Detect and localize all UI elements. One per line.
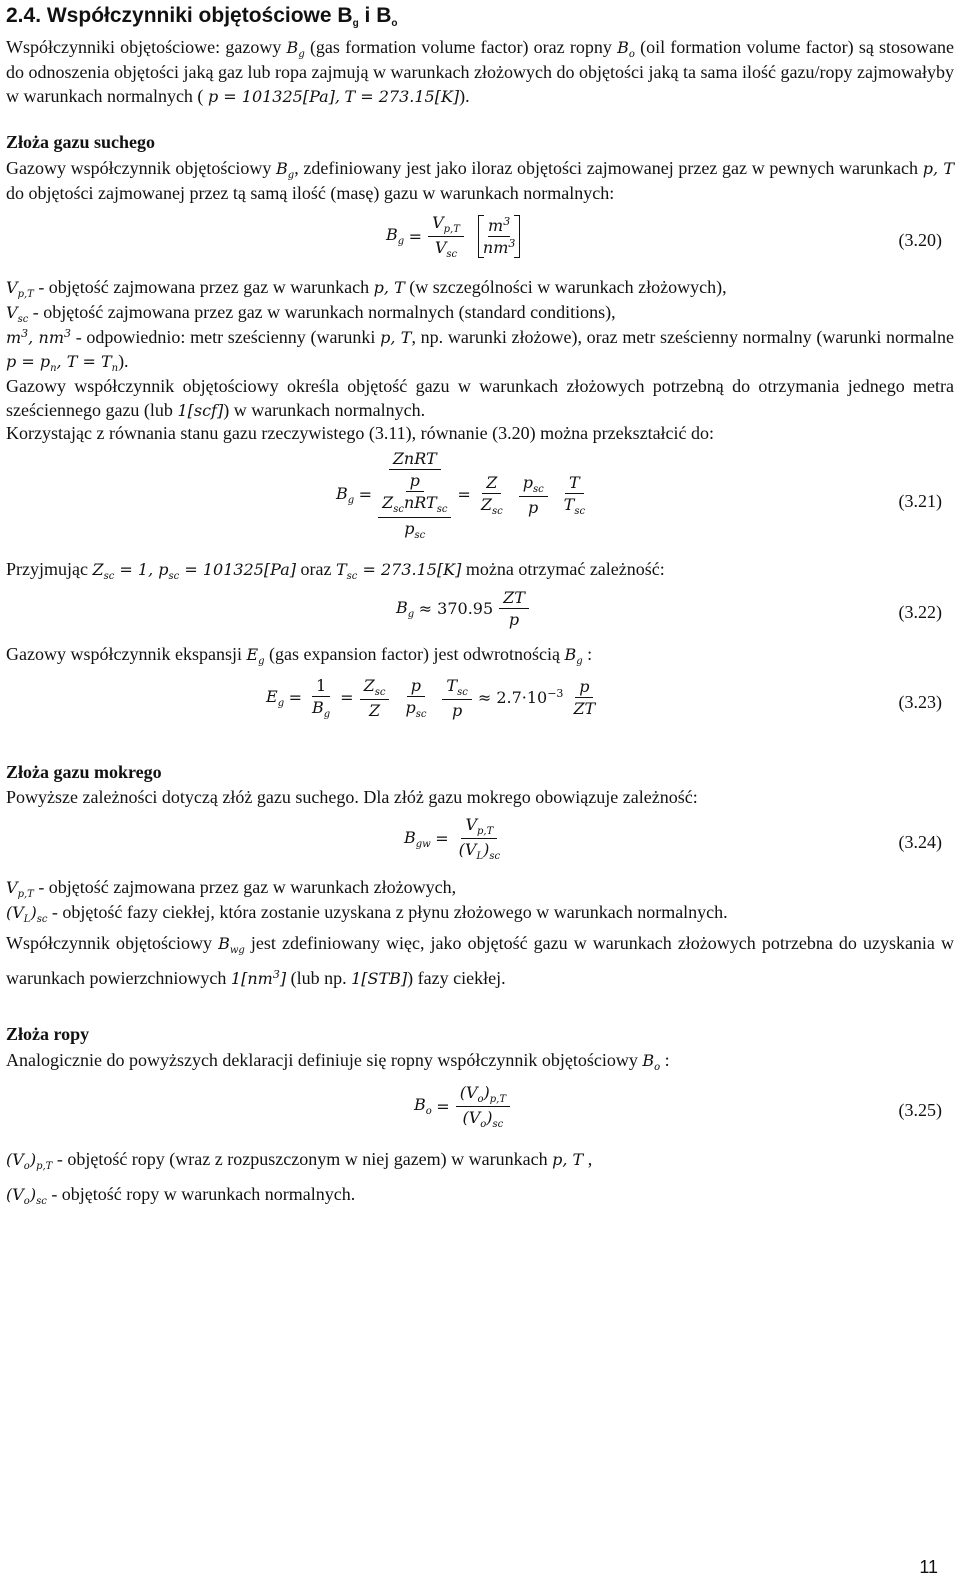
equation-3-23: $E_g$ = $\frac{1}{B_g}$ = $\frac{Z_{sc}}{Z}$ $\frac{p}{p_{sc}}$ $\frac{T_{sc}}{p}$ ≈ $2.7\cdot 10^{-3}$ $\frac{p}{ZT}$ (3.23) xyxy=(266,675,942,720)
wet-definition-2: $(V_L)_{sc}$ - objętość fazy ciekłej, która zostanie uzyskana z płynu złożowego w warunkach normalnych. xyxy=(6,902,728,926)
definition-m3: $m^3$, $nm^3$ - odpowiednio: metr sześcienny (warunki p, T, np. warunki złożowe), oraz metr sześcienny normalny (warunki normalne $p = p_n$, $T = T_n$). xyxy=(6,326,955,374)
oil-paragraph: Analogicznie do powyższych deklaracji definiuje się ropny współczynnik objętościowy $B_o$ : xyxy=(6,1049,670,1073)
section-heading: 2.4. Współczynniki objętościowe $B_g$ i $B_o$ xyxy=(6,4,398,29)
oil-definition-1: $(V_o)_{p,T}$ - objętość ropy (wraz z rozpuszczonym w niej gazem) w warunkach p, T , xyxy=(6,1148,593,1172)
dry-gas-paragraph: Gazowy współczynnik objętościowy $B_g$, zdefiniowany jest jako iloraz objętości zajmowanej przez gaz w pewnych warunkach p, T do objętości zajmowanej przez tą samą ilość (masę) gazu w warunkach normalnych: xyxy=(6,157,954,203)
wet-definition-1: $V_{p,T}$ - objętość zajmowana przez gaz w warunkach złożowych, xyxy=(6,877,457,900)
definition-vpt: $V_{p,T}$ - objętość zajmowana przez gaz w warunkach p, T (w szczególności w warunkach złożowych), xyxy=(6,276,727,300)
wet-gas-heading: Złoża gazu mokrego xyxy=(6,761,162,782)
dry-gas-heading: Złoża gazu suchego xyxy=(6,131,156,152)
equation-3-24: $B_{gw}$ = $\frac{V_{p,T}}{(V_L)_{sc}}$ (3.24) xyxy=(404,815,942,863)
page-number: 11 xyxy=(919,1557,938,1578)
intro-paragraph: Współczynniki objętościowe: gazowy $B_g$ (gas formation volume factor) oraz ropny $B_o$ (oil formation volume factor) są stosowane do odnoszenia objętości jaką gaz lub ropa zajmują w warunkach złożowych do objętości jaką ta sama ilość gazu/ropy zajmowałyby w warunkach normalnych ( p = 101325[Pa], T = 273.15[K]). xyxy=(6,37,955,107)
document-page xyxy=(6,0,954,1208)
dry-gas-paragraph-4: Przyjmując $Z_{sc} = 1$, $p_{sc} = 101325[Pa]$ oraz $T_{sc} = 273.15[K]$ można otrzymać zależność: xyxy=(6,559,665,583)
wet-gas-paragraph-2: Współczynnik objętościowy $B_{wg}$ jest zdefiniowany więc, jako objętość gazu w warunkach złożowych potrzebna do uzyskania w warunkach powierzchniowych $1[nm^3]$ (lub np. 1[STB]) fazy ciekłej. xyxy=(6,933,954,988)
dry-gas-paragraph-2: Gazowy współczynnik objętościowy określa objętość gazu w warunkach złożowych potrzebną do otrzymania jednego metra sześciennego gazu (lub 1[scf]) w warunkach normalnych. xyxy=(6,375,954,420)
wet-gas-paragraph: Powyższe zależności dotyczą złóż gazu suchego. Dla złóż gazu mokrego obowiązuje zależność: xyxy=(6,787,698,808)
dry-gas-paragraph-3: Korzystając z równania stanu gazu rzeczywistego (3.11), równanie (3.20) można przekształcić do: xyxy=(6,423,715,444)
equation-3-21: $B_g$ = ZnRT p $Z_{sc}nRT_{sc}$ $p_{sc}$ = $\frac{Z}{Z_{sc}}$ $\frac{p_{sc}}{p}$ $\frac{T}{T_{sc}}$ (3.21) xyxy=(336,449,942,541)
oil-definition-2: $(V_o)_{sc}$ - objętość ropy w warunkach normalnych. xyxy=(6,1183,356,1207)
definition-vsc: $V_{sc}$ - objętość zajmowana przez gaz w warunkach normalnych (standard conditions), xyxy=(6,301,616,325)
equation-3-22: $B_g$ ≈ 370.95 $\frac{ZT}{p}$ (3.22) xyxy=(396,588,942,630)
dry-gas-paragraph-5: Gazowy współczynnik ekspansji $E_g$ (gas expansion factor) jest odwrotnością $B_g$ : xyxy=(6,644,593,668)
equation-3-25: $B_o$ = $\frac{(V_o)_{p,T}}{(V_o)_{sc}}$ (3.25) xyxy=(414,1082,942,1130)
equation-3-20: $B_g$ = $\frac{V_{p,T}}{V_{sc}}$ $m^3$ $nm^3$ (3.20) xyxy=(386,212,942,260)
oil-heading: Złoża ropy xyxy=(6,1023,90,1044)
